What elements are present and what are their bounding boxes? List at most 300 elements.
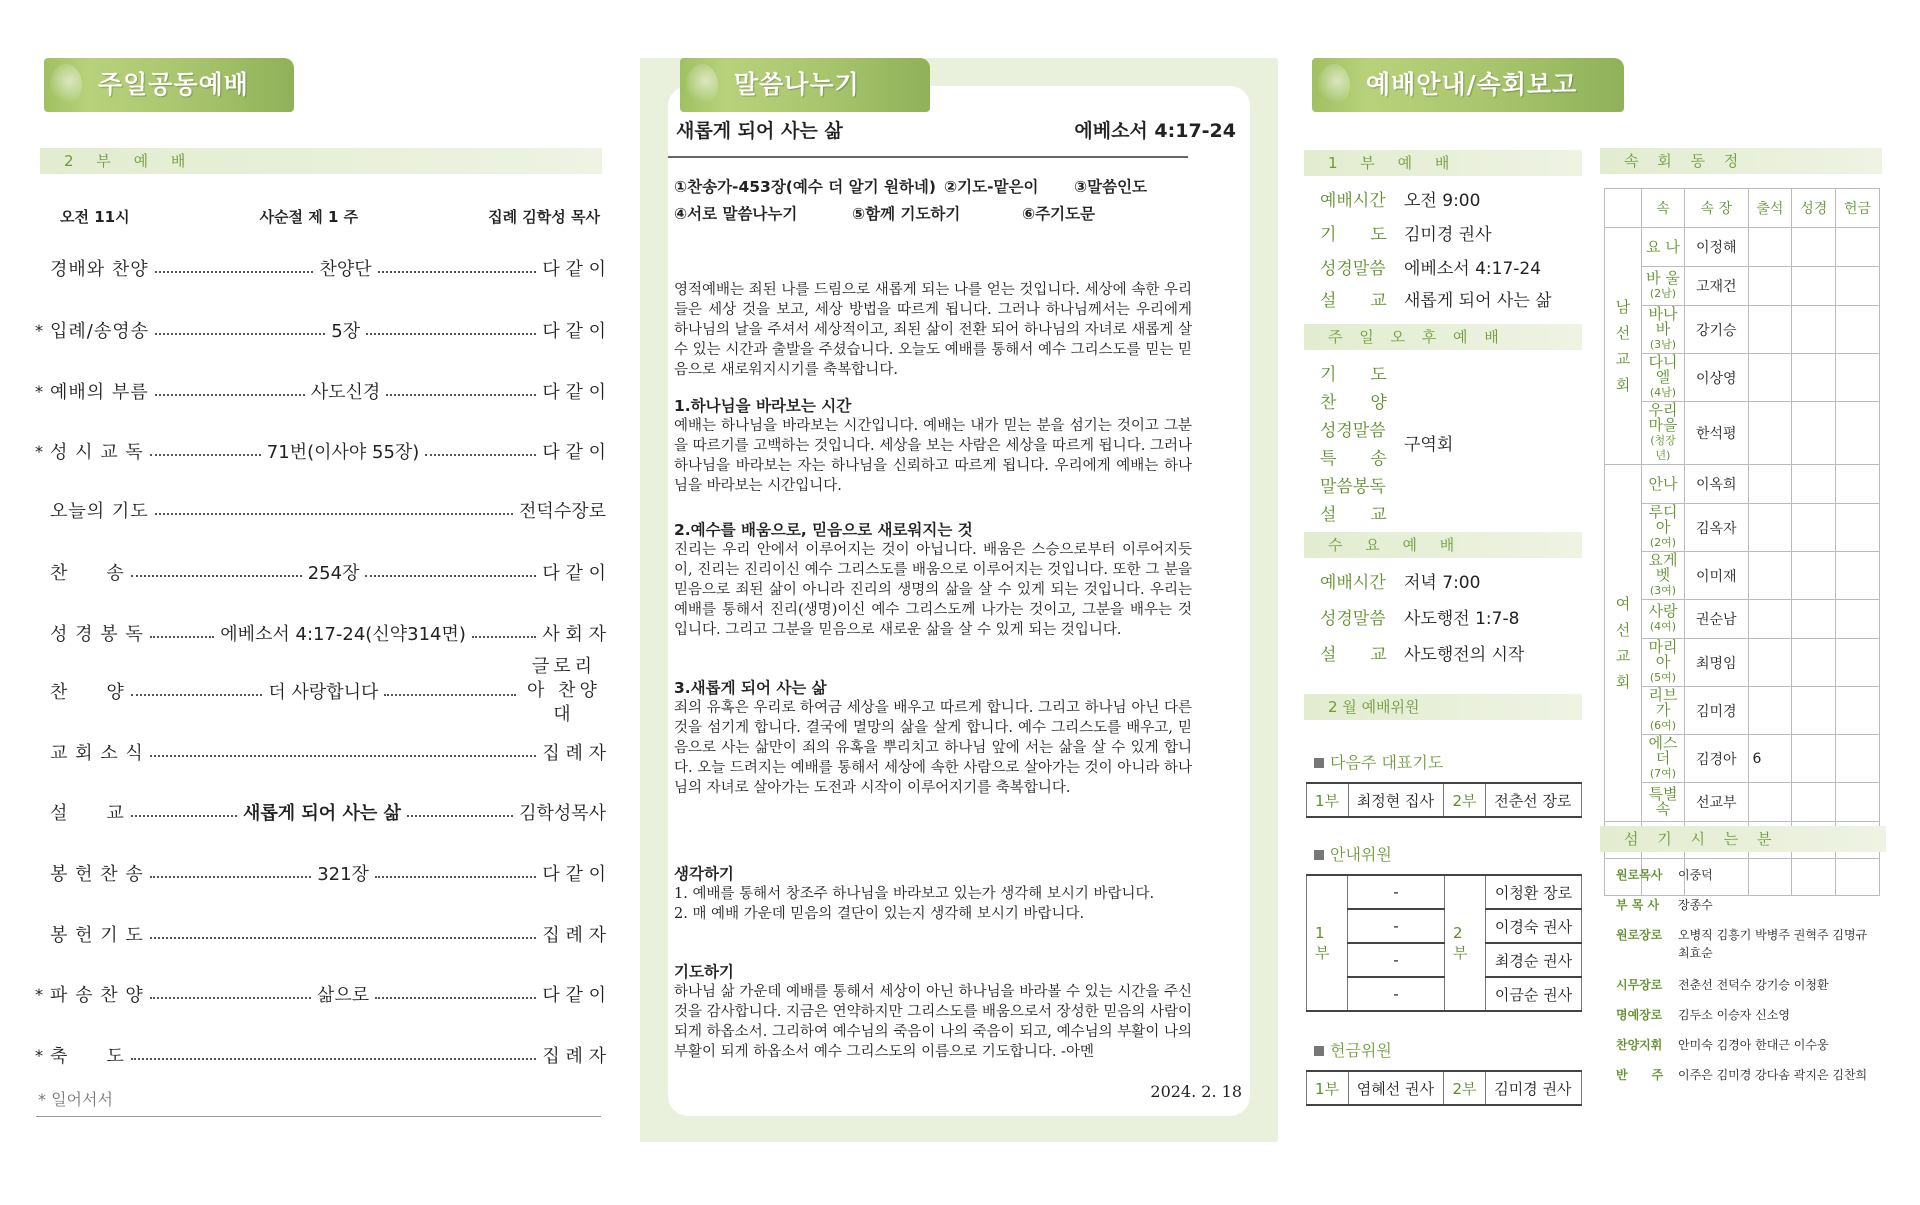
class-report-header: 속 회 동 정 [1600, 148, 1882, 174]
order-item-responsible: 다 같 이 [542, 563, 607, 584]
pray-body: 하나님 삶 가운데 예배를 통해서 세상이 아닌 하나님을 바라볼 수 있는 시간을 주신 것을 감사합니다. 지금은 연약하지만 그리스도를 배움으로서 장성한 믿음의 사람이 되게 하옵소서. 그리하여 예수님의 죽음이 나의 죽음이 되고, 예수님의 부활이 나의 부활이 되게 하옵소서 예수 그리스도의 이름으로 기도합니다. -아멘 [674, 984, 1192, 1060]
afternoon-note: 구역회 [1404, 434, 1454, 455]
cell: 1부 [1307, 1071, 1349, 1105]
step-item: ④서로 말씀나누기 [674, 205, 798, 223]
column-header: 출석 [1748, 189, 1792, 228]
class-sub-text: (6여) [1649, 719, 1677, 732]
order-item-detail: 321장 [317, 864, 369, 885]
order-item [28, 853, 606, 893]
next-prayer-table [1306, 782, 1582, 818]
cell [1605, 189, 1642, 228]
afternoon-row [1320, 386, 1404, 414]
sermon-scripture: 에베소서 4:17-24 [1074, 120, 1236, 142]
think-line: 2. 매 예배 가운데 믿음의 결단이 있는지 생각해 보시기 바랍니다. [674, 906, 1085, 922]
leader-dots [366, 333, 536, 335]
value: 오전 9:00 [1404, 190, 1481, 211]
offering-cell [1836, 228, 1880, 267]
offering-cell [1836, 402, 1880, 465]
servant-names: 전춘선 전덕수 강기승 이청환 [1678, 978, 1829, 992]
order-item-name: 봉 헌 찬 송 [50, 864, 144, 885]
order-item-name: 예배의 부름 [50, 382, 149, 403]
class-leader: 이상영 [1685, 354, 1749, 402]
order-item-responsible: 다 같 이 [542, 864, 607, 885]
class-leader: 이옥희 [1685, 465, 1749, 504]
order-item [28, 310, 606, 350]
servant-names: 안미숙 김경아 한대근 이수웅 [1678, 1038, 1829, 1052]
cell: 염혜선 권사 [1348, 1071, 1444, 1105]
leader-dots [150, 454, 261, 456]
value: 에베소서 4:17-24 [1404, 258, 1542, 279]
leader-dots [150, 997, 311, 999]
attendance-cell [1748, 402, 1792, 465]
class-name-text: 사랑 [1648, 602, 1678, 620]
bible-cell [1792, 735, 1836, 783]
sharing-banner: 말씀나누기 [680, 58, 930, 112]
first-sermon-row [1320, 284, 1552, 312]
next-prayer-heading: 다음주 대표기도 [1314, 750, 1443, 773]
leader-dots [472, 636, 537, 638]
servant-role: 원로목사 [1616, 868, 1663, 882]
class-name-text: 루디아 [1648, 503, 1678, 536]
service-time: 오전 11시 [60, 208, 130, 226]
servant-role: 명예장로 [1616, 1008, 1663, 1022]
class-name-text: 바나바 [1648, 305, 1678, 338]
value: 김미경 권사 [1404, 224, 1492, 245]
class-sub-text: (2여) [1649, 536, 1677, 549]
label: 예배시간 [1320, 190, 1386, 211]
label: 기 도 [1320, 364, 1387, 385]
attendance-cell [1748, 552, 1792, 600]
servant-row [1616, 1036, 1868, 1054]
cell: 2부 [1444, 783, 1486, 817]
class-leader: 김옥자 [1685, 504, 1749, 552]
second-service-header: 2 부 예 배 [40, 148, 602, 174]
servant-row [1616, 866, 1868, 884]
attendance-cell [1748, 783, 1792, 822]
order-item-detail: 5장 [331, 321, 361, 342]
servant-names: 장종수 [1678, 898, 1713, 912]
label: 특 송 [1320, 448, 1387, 469]
class-sub-text: (7여) [1649, 767, 1677, 780]
cell: 최정현 집사 [1348, 783, 1444, 817]
step-item: ①찬송가-453장(예수 더 알기 원하네) [674, 178, 936, 196]
class-name-text: 요게벳 [1648, 551, 1678, 584]
step-item: ③말씀인도 [1074, 178, 1148, 196]
class-name-text: 우리마을 [1648, 401, 1678, 434]
afternoon-row [1320, 442, 1404, 470]
wed-scripture-row [1320, 602, 1519, 630]
point-3-body: 죄의 유혹은 우리로 하여금 세상을 배우고 따르게 합니다. 그리고 하나님 아닌 다른 것을 섬기게 합니다. 결국에 멸망의 삶을 살게 합니다. 예수 그리스도를 배우고, 믿음으로 사는 삶만이 죄의 유혹을 뿌리치고 하나님 앞에 서는 삶을 살 수 있게 합니다. 오늘 드려지는 예배를 통해서 세상에 속한 사람으로 살아가는 것이 아니라 하나님의 자녀로 살아가는 도전과 시작이 이루어지기를 축복합니다. [674, 700, 1192, 796]
class-leader: 고재건 [1685, 267, 1749, 306]
label: 성경말씀 [1320, 420, 1386, 441]
bible-cell [1792, 552, 1836, 600]
offering-heading: 헌금위원 [1314, 1038, 1392, 1061]
leader-dots [384, 694, 516, 696]
cell: 2부 [1444, 1071, 1486, 1105]
afternoon-row [1320, 414, 1404, 442]
leader-dots [131, 694, 263, 696]
leader-dots [131, 1058, 537, 1060]
class-leader: 김경아 [1685, 735, 1749, 783]
service-guide-column [1304, 58, 1894, 1142]
first-prayer-row [1320, 218, 1492, 246]
class-name [1642, 783, 1685, 822]
offering-cell [1836, 354, 1880, 402]
order-item-name: 봉 헌 기 도 [50, 925, 144, 946]
cell: 이경숙 권사 [1486, 909, 1582, 943]
sermon-title: 새롭게 되어 사는 삶 [676, 120, 843, 142]
offering-cell [1836, 783, 1880, 822]
class-name-text: 다니엘 [1648, 353, 1678, 386]
leader-dots [131, 575, 302, 577]
order-item-responsible: 다 같 이 [542, 259, 607, 280]
order-item-responsible: 김학성목사 [519, 803, 607, 824]
attendance-cell [1748, 354, 1792, 402]
think-section [674, 864, 1192, 924]
order-item-responsible: 전덕수장로 [519, 501, 606, 522]
first-scripture-row [1320, 252, 1541, 280]
value: 새롭게 되어 사는 삶 [1404, 290, 1552, 311]
bible-cell [1792, 354, 1836, 402]
order-item [28, 613, 606, 653]
order-item-name: 교 회 소 식 [50, 743, 144, 764]
attendance-cell [1748, 687, 1792, 735]
order-item [28, 914, 606, 954]
order-item-detail: 삶으로 [316, 985, 370, 1006]
step-item: ⑥주기도문 [1022, 205, 1096, 223]
column-header: 속 [1642, 189, 1685, 228]
point-1-heading: 1.하나님을 바라보는 시간 [674, 397, 852, 415]
order-item [28, 431, 606, 471]
bible-cell [1792, 687, 1836, 735]
label: 설 교 [1320, 290, 1387, 311]
offering-table [1306, 1070, 1582, 1106]
order-item-name: 축 도 [50, 1046, 125, 1067]
step-item: ②기도-맡은이 [944, 178, 1039, 196]
standing-marker: * [35, 441, 43, 461]
point-2-heading: 2.예수를 배움으로, 믿음으로 새로워지는 것 [674, 521, 973, 539]
offering-cell [1836, 639, 1880, 687]
wed-sermon-row [1320, 638, 1524, 666]
order-item [28, 974, 606, 1014]
class-sub-text: (4남) [1649, 386, 1677, 399]
order-item [28, 490, 606, 530]
bible-cell [1792, 639, 1836, 687]
class-name-text: 안나 [1648, 474, 1678, 493]
order-item-name: 찬 양 [50, 682, 125, 703]
order-item-name: 입례/송영송 [50, 321, 150, 342]
class-report-table [1604, 188, 1880, 896]
class-sub-text: (3남) [1649, 338, 1677, 351]
cell: - [1348, 875, 1445, 909]
attendance-cell: 6 [1748, 735, 1792, 783]
order-item-responsible: 다 같 이 [542, 382, 606, 403]
order-item-responsible: 글로리아 찬양대 [527, 656, 601, 725]
servant-names: 오병직 김흥기 박병주 권혁주 김명규 최효순 [1678, 928, 1868, 960]
step-item: ⑤함께 기도하기 [852, 205, 961, 223]
order-item [28, 1035, 606, 1075]
class-name [1642, 402, 1685, 465]
class-leader: 최명임 [1685, 639, 1749, 687]
afternoon-row [1320, 358, 1404, 386]
wed-time-row [1320, 566, 1480, 594]
leader-dots [155, 333, 325, 335]
leader-dots [155, 513, 513, 515]
order-item [28, 371, 606, 411]
class-name [1642, 228, 1685, 267]
cell: - [1348, 977, 1445, 1011]
class-name-text: 요 나 [1646, 237, 1680, 256]
attendance-cell [1748, 600, 1792, 639]
afternoon-row [1320, 470, 1404, 498]
afternoon-row [1320, 498, 1404, 526]
attendance-cell [1748, 228, 1792, 267]
sermon-sharing-column [640, 58, 1278, 1142]
class-leader: 강기승 [1685, 306, 1749, 354]
standing-marker: * [35, 1045, 43, 1065]
servant-names: 김두소 이승자 신소영 [1678, 1008, 1790, 1022]
label: 설 교 [1320, 504, 1387, 525]
class-sub-text: (2남) [1649, 287, 1677, 300]
leader-dots [131, 815, 237, 817]
servant-row [1616, 976, 1868, 994]
servant-role: 반 주 [1616, 1068, 1664, 1082]
point-3-heading: 3.새롭게 되어 사는 삶 [674, 679, 827, 697]
bulletin-date: 2024. 2. 18 [1150, 1082, 1242, 1101]
offering-cell [1836, 687, 1880, 735]
service-leader: 집례 김학성 목사 [488, 208, 600, 226]
order-item [28, 732, 606, 772]
cell: 2부 [1445, 875, 1486, 1011]
group-label-char: 선 [1615, 324, 1631, 342]
servant-names: 이주은 김미경 강다솜 곽지은 김찬희 [1678, 1068, 1868, 1082]
order-item [28, 552, 606, 592]
class-name [1642, 552, 1685, 600]
class-leader: 선교부 [1685, 783, 1749, 822]
cell: 최경순 권사 [1486, 943, 1582, 977]
servant-role: 시무장로 [1616, 978, 1663, 992]
class-sub-text: (4여) [1649, 620, 1677, 633]
offering-cell [1836, 267, 1880, 306]
offering-cell [1836, 552, 1880, 600]
cell: 이금순 권사 [1486, 977, 1582, 1011]
bible-cell [1792, 600, 1836, 639]
pray-heading: 기도하기 [674, 963, 734, 981]
class-leader: 이미재 [1685, 552, 1749, 600]
class-name [1642, 504, 1685, 552]
first-service-header: 1 부 예 배 [1304, 150, 1582, 176]
order-item-responsible: 다 같 이 [542, 985, 606, 1006]
servant-role: 부 목 사 [1616, 898, 1660, 912]
class-name-text: 바 울 [1646, 269, 1680, 287]
group-label-char: 교 [1615, 647, 1631, 665]
service-info [60, 206, 600, 227]
offering-cell [1836, 600, 1880, 639]
group-label-char: 회 [1615, 673, 1631, 691]
cell: 1부 [1307, 783, 1349, 817]
label: 찬 양 [1320, 392, 1387, 413]
order-item-name: 찬 송 [50, 563, 125, 584]
class-name [1642, 600, 1685, 639]
class-name [1642, 267, 1685, 306]
order-item-name: 경배와 찬양 [50, 259, 149, 280]
servant-names: 이중덕 [1678, 868, 1713, 882]
order-item-detail: 찬양단 [319, 259, 372, 280]
worship-order-column [28, 58, 606, 1138]
group-label-char: 선 [1615, 621, 1631, 639]
leader-dots [407, 815, 513, 817]
leader-dots [365, 575, 536, 577]
class-name-text: 특별속 [1648, 785, 1678, 818]
cell: 1부 [1307, 875, 1348, 1011]
point-2 [674, 520, 1192, 640]
afternoon-service-header: 주 일 오 후 예 배 [1304, 324, 1582, 350]
title-rule [668, 156, 1188, 158]
leader-dots [150, 755, 537, 757]
cell: 전춘선 장로 [1486, 783, 1582, 817]
point-1 [674, 396, 1192, 496]
cell: 김미경 권사 [1486, 1071, 1582, 1105]
class-name [1642, 735, 1685, 783]
bible-cell [1792, 402, 1836, 465]
guide-banner: 예배안내/속회보고 [1312, 58, 1624, 112]
class-name [1642, 306, 1685, 354]
servant-row [1616, 926, 1868, 962]
servant-row [1616, 1066, 1868, 1084]
point-2-body: 진리는 우리 안에서 이루어지는 것이 아닙니다. 배움은 스승으로부터 이루어지듯이, 진리는 진리이신 예수 그리스도를 배움으로 이루어지는 것입니다. 또한 그 분을 믿음으로 죄된 삶이 아니라 진리의 생명의 삶을 살 수 있게 되는 것입니다. 우리는 예배를 통해서 진리(생명)이신 예수 그리스도께 나가는 것이고, 그분을 배우는 것입니다. 그리고 그분을 믿음으로 새로운 삶을 살 수 있게 되는 것입니다. [674, 542, 1192, 638]
value: 사도행전의 시작 [1404, 644, 1525, 665]
group-label [1605, 465, 1642, 822]
point-1-body: 예배는 하나님을 바라보는 시간입니다. 예배는 내가 믿는 분을 섬기는 것이고 그분을 따르기를 고백하는 것입니다. 세상을 보는 사람은 세상을 따르게 됩니다. 그러나 하나님을 바라보는 자는 하나님을 신뢰하고 따르게 됩니다. 우리에게 예배는 하나님을 바라보는 시간입니다. [674, 418, 1192, 494]
bible-cell [1792, 267, 1836, 306]
bible-cell [1792, 465, 1836, 504]
bible-cell [1792, 228, 1836, 267]
wednesday-service-header: 수 요 예 배 [1304, 532, 1582, 558]
leader-dots [155, 271, 314, 273]
order-item-responsible: 다 같 이 [542, 321, 606, 342]
order-item-detail: 사도신경 [310, 382, 381, 403]
bible-cell [1792, 306, 1836, 354]
bible-cell [1792, 504, 1836, 552]
standing-marker: * [35, 381, 43, 401]
class-name-text: 리브가 [1648, 686, 1678, 719]
cell: 이청환 장로 [1486, 875, 1582, 909]
label: 성경말씀 [1320, 608, 1386, 629]
group-label-char: 교 [1615, 350, 1631, 368]
attendance-cell [1748, 639, 1792, 687]
pray-section [674, 962, 1192, 1062]
bible-cell [1792, 783, 1836, 822]
column-header: 속 장 [1685, 189, 1749, 228]
leader-dots [425, 454, 536, 456]
label: 예배시간 [1320, 572, 1386, 593]
class-name-text: 마리아 [1648, 638, 1678, 671]
label: 기 도 [1320, 224, 1387, 245]
leader-dots [375, 876, 536, 878]
order-item [28, 248, 606, 288]
column-header: 헌금 [1836, 189, 1880, 228]
cell: - [1348, 943, 1445, 977]
order-item-detail: 254장 [307, 563, 360, 584]
order-item-responsible: 집 례 자 [542, 743, 606, 764]
order-item-detail: 71번(이사야 55장) [266, 442, 420, 463]
bottom-rule [36, 1116, 601, 1117]
servant-role: 원로장로 [1616, 928, 1663, 942]
february-committee-header: 2 월 예배위원 [1304, 694, 1582, 720]
label: 성경말씀 [1320, 258, 1386, 279]
attendance-cell [1748, 504, 1792, 552]
class-sub-text: (3여) [1649, 584, 1677, 597]
servant-role: 찬양지휘 [1616, 1038, 1663, 1052]
offering-cell [1836, 465, 1880, 504]
order-item-responsible: 집 례 자 [542, 1046, 606, 1067]
leader-dots [150, 876, 311, 878]
value: 저녁 7:00 [1404, 572, 1481, 593]
order-item-detail: 더 사랑합니다 [268, 682, 379, 703]
leader-dots [375, 997, 536, 999]
leader-dots [155, 394, 305, 396]
servant-row [1616, 896, 1868, 914]
attendance-cell [1748, 267, 1792, 306]
servant-row [1616, 1006, 1868, 1024]
label: 말씀봉독 [1320, 476, 1386, 497]
order-item-name: 성 경 봉 독 [50, 624, 144, 645]
leader-dots [150, 636, 215, 638]
group-label [1605, 228, 1642, 465]
first-time-row [1320, 184, 1480, 212]
offering-cell [1836, 735, 1880, 783]
church-season: 사순절 제 1 주 [259, 208, 359, 226]
ushers-table [1306, 874, 1582, 1012]
leader-dots [386, 394, 536, 396]
class-name [1642, 354, 1685, 402]
attendance-cell [1748, 306, 1792, 354]
worship-banner: 주일공동예배 [44, 58, 294, 112]
class-name [1642, 465, 1685, 504]
group-label-char: 회 [1615, 376, 1631, 394]
label: 설 교 [1320, 644, 1387, 665]
order-item [28, 656, 606, 725]
group-label-char: 여 [1615, 595, 1631, 613]
sharing-steps [674, 174, 1194, 228]
order-item-responsible: 다 같 이 [542, 442, 606, 463]
class-sub-text: (5여) [1649, 671, 1677, 684]
standing-marker: * [35, 984, 43, 1004]
order-item-name: 파 송 찬 양 [50, 985, 144, 1006]
order-item-responsible: 집 례 자 [542, 925, 606, 946]
value: 사도행전 1:7-8 [1404, 608, 1520, 629]
class-leader: 한석평 [1685, 402, 1749, 465]
offering-cell [1836, 306, 1880, 354]
ushers-heading: 안내위원 [1314, 842, 1392, 865]
think-heading: 생각하기 [674, 865, 734, 883]
standing-marker: * [35, 320, 43, 340]
leader-dots [150, 937, 537, 939]
standing-note: * 일어서서 [38, 1090, 113, 1109]
group-label-char: 남 [1615, 298, 1631, 316]
order-item-name: 성 시 교 독 [50, 442, 144, 463]
order-item-responsible: 사 회 자 [542, 624, 606, 645]
think-line: 1. 예배를 통해서 창조주 하나님을 바라보고 있는가 생각해 보시기 바랍니다. [674, 886, 1155, 902]
servants-header: 섬 기 시 는 분 [1600, 826, 1886, 852]
order-item-detail: 에베소서 4:17-24(신약314면) [220, 624, 466, 645]
class-leader: 김미경 [1685, 687, 1749, 735]
order-item-name: 오늘의 기도 [50, 501, 149, 522]
offering-cell [1836, 504, 1880, 552]
intro-paragraph: 영적예배는 죄된 나를 드림으로 새롭게 되는 나를 얻는 것입니다. 세상에 속한 우리들은 세상 것을 보고, 세상 방법을 따르게 됩니다. 그러나 하나님께서는 우리에게 하나님의 날을 주셔서 세상적이고, 죄된 삶이 전환 되어 하나님의 자녀로 새롭게 살 수 있는 시간과 출발을 주셨습니다. 오늘도 예배를 통해서 예수 그리스도를 믿는 믿음으로 새로워지시기를 축복합니다. [674, 282, 1192, 378]
cell: - [1348, 909, 1445, 943]
class-leader: 권순남 [1685, 600, 1749, 639]
